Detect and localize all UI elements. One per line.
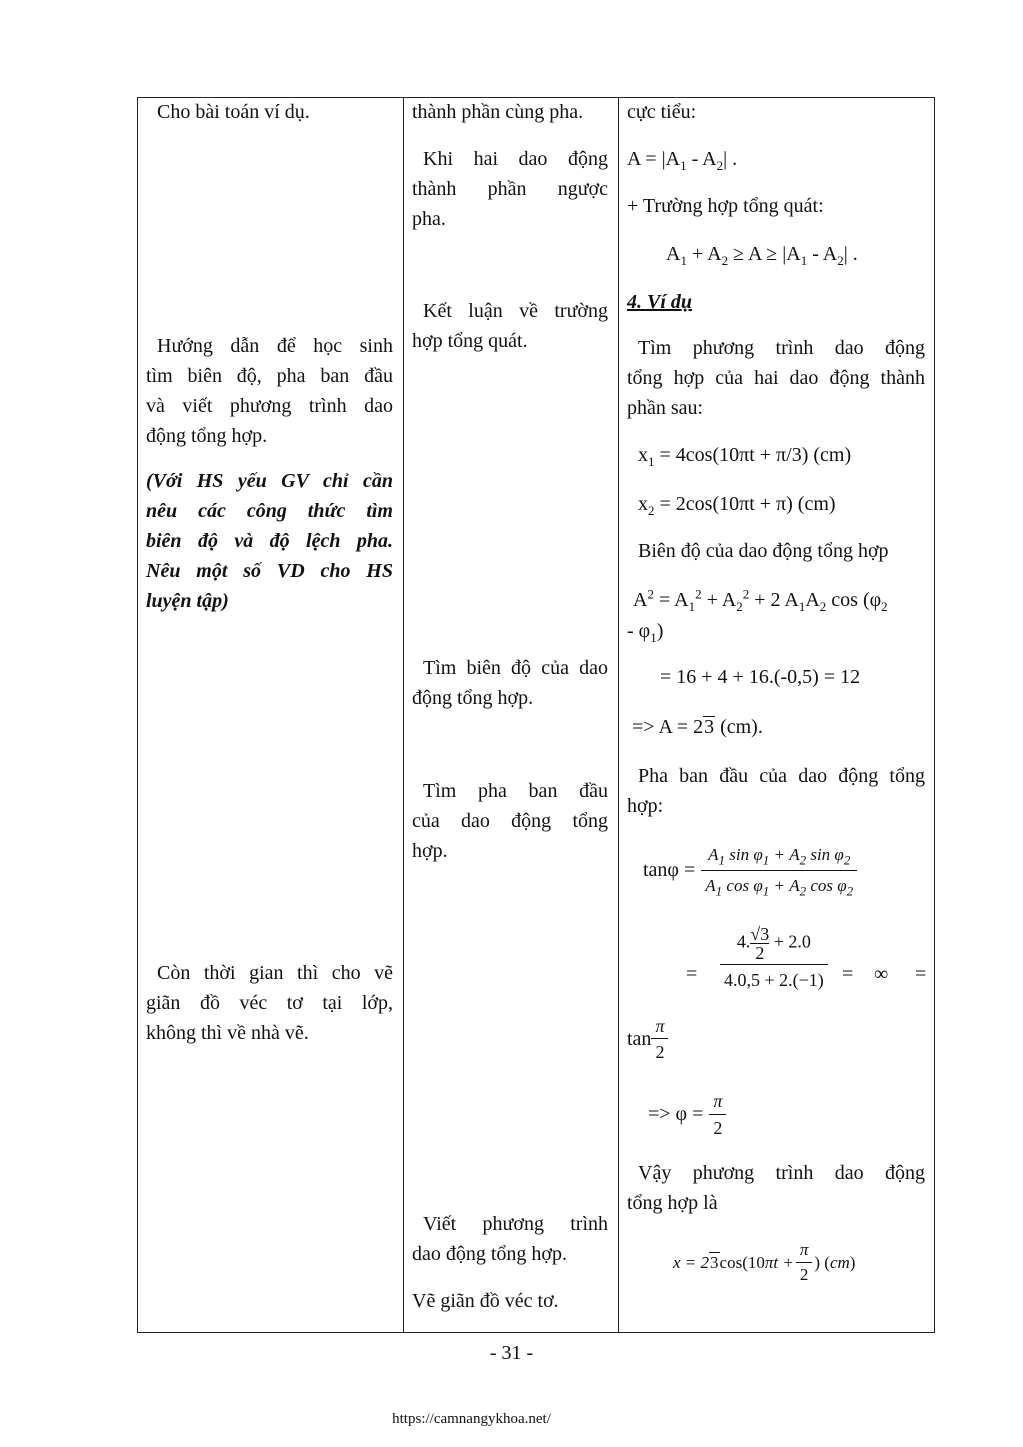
teacher-note: (Với HS yếu GV chỉ cần nêu các công thức tìm biên độ và độ lệch pha. Nêu một số VD cho HS luyện tập)	[146, 470, 393, 612]
tan-phi-substitution: = 4. $\frac{√3}{2}$ + 2.0 4.0,5 + 2.(−1) = ∞ =	[686, 924, 927, 990]
find-phase-paragraph: Tìm pha ban đầu của dao động tổng hợp.	[412, 780, 608, 862]
conclusion-paragraph: Kết luận về trường hợp tổng quát.	[412, 300, 608, 352]
minimum-formula: $A = |A_1 - A_2|$ .	[627, 148, 738, 173]
page-number: - 31 -	[489, 1342, 534, 1364]
amplitude-formula-cont: - $\varphi_1$)	[627, 620, 664, 645]
amplitude-calc: = 16 + 4 + 16.(-0,5) = 12	[660, 666, 861, 688]
amplitude-result: => A = 23 (cm).	[632, 716, 763, 738]
draw-diagram-text: Vẽ giãn đồ véc tơ.	[412, 1290, 559, 1312]
extra-paragraph: Còn thời gian thì cho vẽ giãn đồ véc tơ tại lớp, không thì về nhà vẽ.	[146, 962, 393, 1044]
equation-x2: $x_2 = 2\cos(10\pi t + \pi)$ (cm)	[638, 493, 836, 518]
write-equation-paragraph: Viết phương trình dao động tổng hợp.	[412, 1213, 608, 1265]
content-table	[137, 97, 935, 1333]
general-case-label: + Trường hợp tổng quát:	[627, 195, 824, 217]
tan-pi-over-2: tan $\frac{\pi}{2}$	[627, 1016, 668, 1063]
final-equation: x = 23cos(10πt + $\frac{\pi}{2}$ ) (cm)	[673, 1240, 856, 1284]
intro-text: Cho bài toán ví dụ.	[157, 101, 310, 123]
amplitude-formula: $A^2 = A_1^2 + A_2^2 + 2$ $A_1A_2$ $\cos (\varphi_2$	[633, 586, 888, 614]
example-heading: 4. Ví dụ	[627, 291, 693, 313]
tan-phi-formula: tanφ = $\frac{A_1 \sin \varphi_1 + A_2 \sin \varphi_2}{A_1 \cos \varphi_1 + A_2 \cos \varphi_2}$	[643, 840, 857, 900]
footer-url[interactable]: https://camnangykhoa.net/	[392, 1411, 551, 1427]
find-amplitude-paragraph: Tìm biên độ của dao động tổng hợp.	[412, 657, 608, 709]
amplitude-label: Biên độ của dao động tổng hợp	[638, 540, 889, 562]
same-phase-text: thành phần cùng pha.	[412, 101, 584, 123]
guide-paragraph: Hướng dẫn để học sinh tìm biên độ, pha ban đầu và viết phương trình dao động tổng hợp.	[146, 335, 393, 447]
general-case-formula: $A_1 + A_2 \ge A \ge |A_1 - A_2|$ .	[666, 243, 858, 268]
phase-result: => φ = $\frac{\pi}{2}$	[648, 1090, 726, 1139]
final-equation-label: Vậy phương trình dao động tổng hợp là	[627, 1162, 925, 1214]
minimum-label: cực tiểu:	[627, 101, 697, 123]
phase-label: Pha ban đầu của dao động tổng hợp:	[627, 765, 925, 817]
equation-x1: $x_1 = 4\cos(10\pi t + \pi/3)$ (cm)	[638, 444, 852, 469]
example-task: Tìm phương trình dao động tổng hợp của hai dao động thành phần sau:	[627, 337, 925, 419]
opposite-phase-paragraph: Khi hai dao động thành phần ngược pha.	[412, 148, 608, 230]
column-divider-1	[403, 98, 404, 1332]
column-divider-2	[618, 98, 619, 1332]
